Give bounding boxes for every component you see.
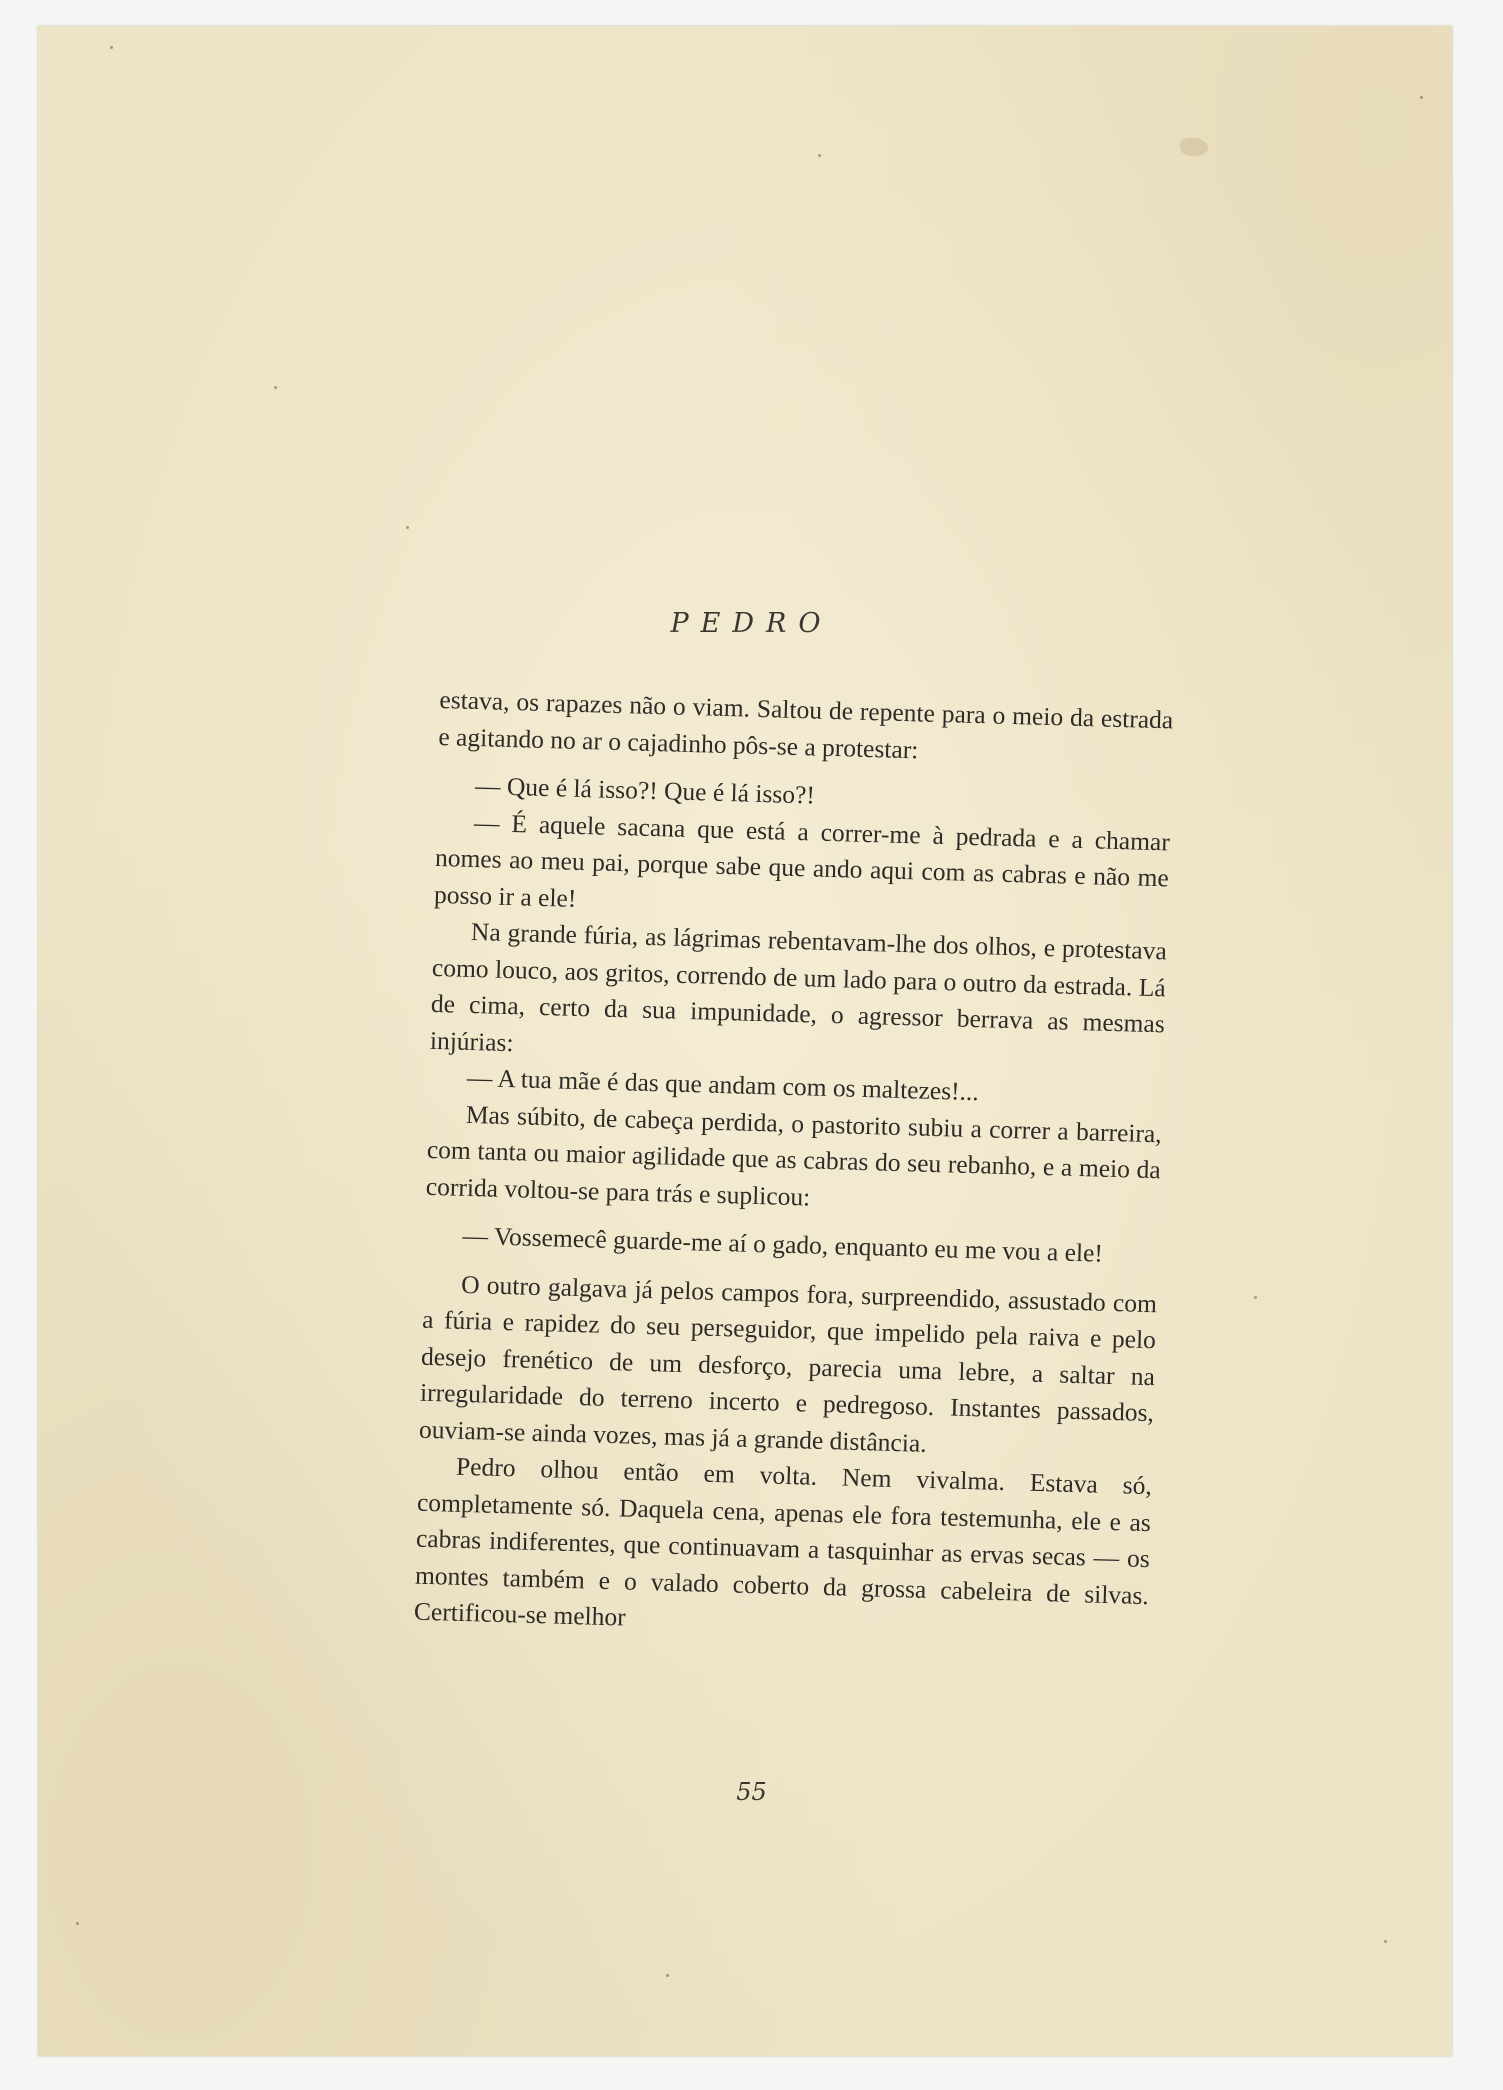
paragraph: Pedro olhou então em volta. Nem vivalma. Estava só, completamente só. Daquela cena, apenas ele fora testemunha, ele e as cabras indiferentes, que continuavam a tasquinhar as ervas secas — os montes também e o valado coberto da grossa cabeleira de silvas. Certificou-se melhor: [413, 1451, 1153, 1632]
dialogue-line: — Vossemecê guarde-me aí o gado, enquanto eu me vou a ele!: [462, 1220, 1104, 1268]
paper-speck: [1254, 1296, 1257, 1299]
page-number: 55: [736, 1778, 767, 1806]
running-head: PEDRO: [670, 608, 833, 639]
paper-speck: [666, 1974, 669, 1977]
paper-speck: [1384, 1940, 1387, 1943]
dialogue-line: — É aquele sacana que está a correr-me à pedrada e a chamar nomes ao meu pai, porque sabe que ando aqui com as cabras e não me posso ir a ele!: [433, 807, 1171, 913]
paper-speck: [76, 1922, 79, 1925]
paper-speck: [818, 154, 821, 157]
paper-crease: [1180, 138, 1208, 156]
paper-speck: [406, 526, 409, 529]
paper-speck: [1420, 96, 1423, 99]
paper-speck: [274, 386, 277, 389]
body-text: [414, 682, 1174, 1651]
paragraph: O outro galgava já pelos campos fora, surpreendido, assustado com a fúria e rapidez do seu perseguidor, que impelido pela raiva e pelo desejo frenético de um desforço, parecia uma lebre, a saltar na irregularidade do terreno incerto e pedregoso. Instantes passados, ouviam-se ainda vozes, mas já a grande distância.: [418, 1269, 1158, 1458]
dialogue-line: — Que é lá isso?! Que é lá isso?!: [474, 771, 816, 810]
paper-speck: [110, 46, 113, 49]
dialogue-line: — A tua mãe é das que andam com os maltezes!...: [466, 1062, 980, 1107]
paragraph: estava, os rapazes não o viam. Saltou de repente para o meio da estrada e agitando no ar o cajadinho pôs-se a protestar:: [438, 684, 1174, 764]
paragraph: Mas súbito, de cabeça perdida, o pastorito subiu a correr a barreira, com tanta ou maior agilidade que as cabras do seu rebanho, e a meio da corrida voltou-se para trás e suplicou:: [425, 1099, 1163, 1212]
paragraph: Na grande fúria, as lágrimas rebentavam-lhe dos olhos, e protestava como louco, aos gritos, correndo de um lado para o outro da estrada. Lá de cima, certo da sua impunidade, o agressor berrava as mesmas injúrias:: [429, 916, 1168, 1057]
